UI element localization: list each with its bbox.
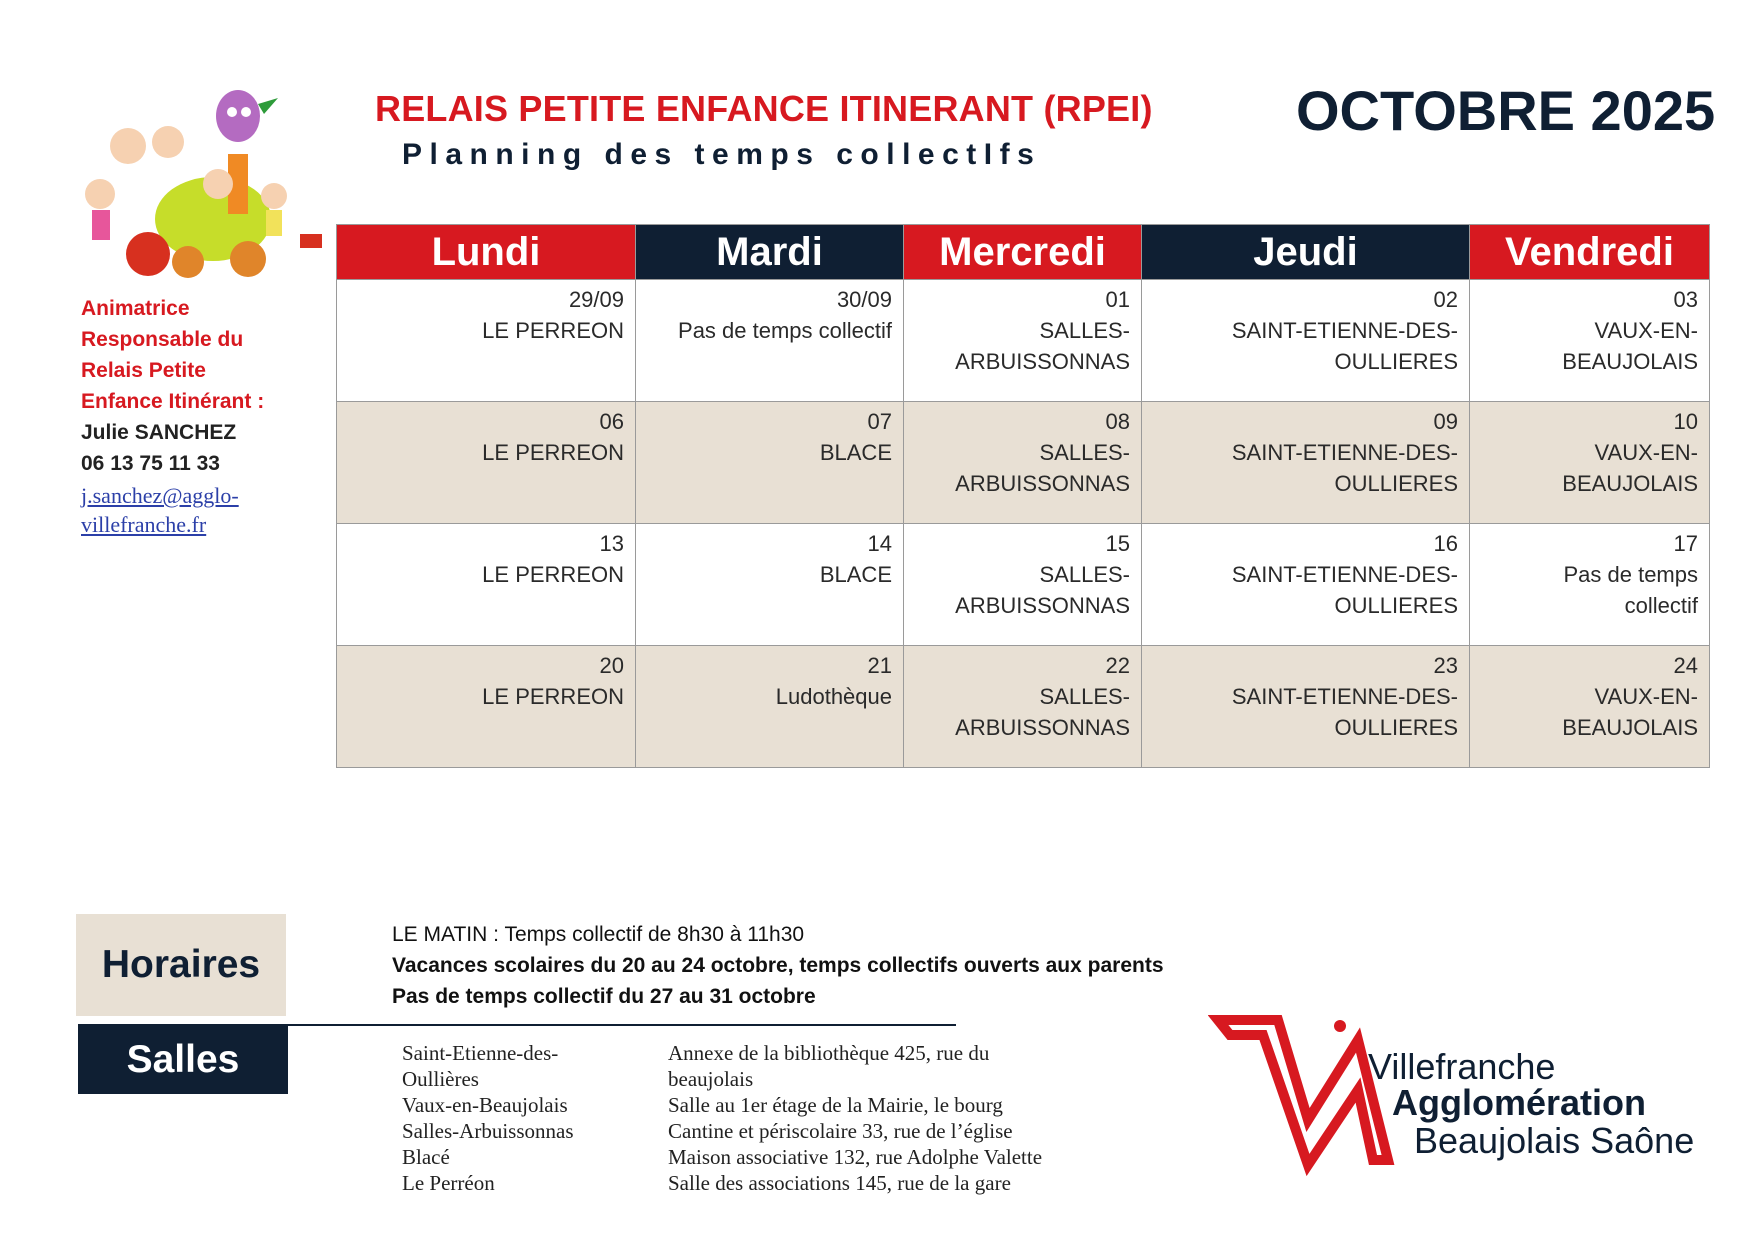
cell-place: LE PERREON <box>482 318 624 343</box>
calendar-day-cell <box>1470 280 1710 402</box>
contact-email-part[interactable]: j.sanchez@agglo- <box>81 483 239 508</box>
room-town: Vaux-en-Beaujolais <box>402 1093 568 1117</box>
cell-date: 17 <box>1673 531 1698 556</box>
room-town: Saint-Etienne-des- Oullières <box>402 1041 559 1091</box>
cell-date: 16 <box>1433 531 1458 556</box>
contact-email-part[interactable]: villefranche.fr <box>81 512 207 537</box>
cell-place: VAUX-EN- BEAUJOLAIS <box>1562 440 1698 496</box>
page-title: RELAIS PETITE ENFANCE ITINERANT (RPEI) <box>375 88 1153 129</box>
room-row <box>402 1170 1102 1196</box>
morning-text: Temps collectif de 8h30 à 11h30 <box>504 923 805 946</box>
room-address: Cantine et périscolaire 33, rue de l’église <box>668 1119 1013 1143</box>
room-address: Annexe de la bibliothèque 425, rue du beaujolais <box>668 1041 990 1091</box>
calendar-day-cell <box>1142 402 1470 524</box>
cell-place: SAINT-ETIENNE-DES- OULLIERES <box>1231 440 1458 496</box>
cell-date: 30/09 <box>836 287 892 312</box>
cell-date: 10 <box>1673 409 1698 434</box>
calendar-day-cell <box>636 524 904 646</box>
contact-name: Julie SANCHEZ <box>81 421 237 444</box>
cell-date: 14 <box>867 531 892 556</box>
cell-place: VAUX-EN- BEAUJOLAIS <box>1562 318 1698 374</box>
holiday-note: Vacances scolaires du 20 au 24 octobre, temps collectifs ouverts aux parents <box>392 954 1164 977</box>
villefranche-va-mark-icon <box>1208 1010 1408 1180</box>
calendar-week-row <box>337 646 1710 768</box>
calendar-day-cell <box>636 280 904 402</box>
cell-place: LE PERREON <box>482 684 624 709</box>
calendar-week-row <box>337 524 1710 646</box>
logo-text-line: Beaujolais Saône <box>1414 1120 1695 1161</box>
cell-date: 01 <box>1105 287 1130 312</box>
calendar-day-cell <box>337 646 636 768</box>
cell-date: 09 <box>1433 409 1458 434</box>
day-header-mardi: Mardi <box>636 225 904 280</box>
cell-place: BLACE <box>819 562 892 587</box>
cell-date: 08 <box>1105 409 1130 434</box>
calendar-table <box>336 224 1710 768</box>
cell-date: 29/09 <box>568 287 624 312</box>
cell-place: Pas de temps collectif <box>678 318 892 343</box>
contact-role-line: Responsable du <box>81 328 244 351</box>
calendar-day-cell <box>1470 402 1710 524</box>
calendar-header-row <box>337 225 1710 280</box>
contact-block <box>81 293 311 539</box>
day-header-vendredi: Vendredi <box>1470 225 1710 280</box>
cell-date: 23 <box>1433 653 1458 678</box>
cell-place: SAINT-ETIENNE-DES- OULLIERES <box>1231 318 1458 374</box>
room-town: Le Perréon <box>402 1171 495 1195</box>
calendar-day-cell <box>1142 646 1470 768</box>
horaires-label: Horaires <box>101 943 261 986</box>
room-address: Salle au 1er étage de la Mairie, le bourg <box>668 1093 1003 1117</box>
cell-date: 15 <box>1105 531 1130 556</box>
cell-place: BLACE <box>819 440 892 465</box>
cell-date: 24 <box>1673 653 1698 678</box>
cell-place: Ludothèque <box>775 684 892 709</box>
contact-role-line: Animatrice <box>81 297 190 320</box>
calendar-day-cell <box>337 524 636 646</box>
calendar-day-cell <box>904 524 1142 646</box>
cell-place: SAINT-ETIENNE-DES- OULLIERES <box>1231 684 1458 740</box>
contact-role-line: Enfance Itinérant : <box>81 390 265 413</box>
cell-place: LE PERREON <box>482 562 624 587</box>
cell-date: 02 <box>1433 287 1458 312</box>
day-header-mercredi: Mercredi <box>904 225 1142 280</box>
room-town: Blacé <box>402 1145 450 1169</box>
room-address: Salle des associations 145, rue de la gare <box>668 1171 1011 1195</box>
salles-label: Salles <box>78 1026 288 1094</box>
cell-date: 22 <box>1105 653 1130 678</box>
room-row <box>402 1040 1102 1092</box>
cell-date: 21 <box>867 653 892 678</box>
cell-place: SALLES- ARBUISSONNAS <box>955 684 1130 740</box>
kids-illustration-logo <box>78 84 328 284</box>
cell-place: LE PERREON <box>482 440 624 465</box>
calendar-day-cell <box>337 280 636 402</box>
day-header-lundi: Lundi <box>337 225 636 280</box>
calendar-week-row <box>337 280 1710 402</box>
closure-note: Pas de temps collectif du 27 au 31 octobre <box>392 985 816 1008</box>
morning-hours <box>392 919 1292 950</box>
room-address: Maison associative 132, rue Adolphe Valette <box>668 1145 1043 1169</box>
logo-text-line: Villefranche <box>1368 1046 1556 1087</box>
calendar-day-cell <box>904 402 1142 524</box>
cell-date: 13 <box>599 531 624 556</box>
day-header-jeudi: Jeudi <box>1142 225 1470 280</box>
calendar-day-cell <box>337 402 636 524</box>
cell-place: SALLES- ARBUISSONNAS <box>955 440 1130 496</box>
room-row <box>402 1118 1102 1144</box>
calendar-day-cell <box>1470 524 1710 646</box>
calendar-day-cell <box>636 646 904 768</box>
cell-place: Pas de temps collectif <box>1563 562 1698 618</box>
horaires-box <box>76 914 286 1016</box>
room-row <box>402 1092 1102 1118</box>
cell-date: 20 <box>599 653 624 678</box>
cell-place: SALLES- ARBUISSONNAS <box>955 318 1130 374</box>
contact-phone[interactable]: 06 13 75 11 33 <box>81 452 220 475</box>
calendar-day-cell <box>904 280 1142 402</box>
calendar-day-cell <box>1142 280 1470 402</box>
cell-place: VAUX-EN- BEAUJOLAIS <box>1562 684 1698 740</box>
morning-prefix: LE MATIN : <box>392 923 499 946</box>
calendar-week-row <box>337 402 1710 524</box>
cell-date: 07 <box>867 409 892 434</box>
cell-date: 03 <box>1673 287 1698 312</box>
calendar-day-cell <box>1470 646 1710 768</box>
schedule-info <box>392 919 1292 1012</box>
rooms-list <box>402 1040 1102 1196</box>
cell-place: SALLES- ARBUISSONNAS <box>955 562 1130 618</box>
contact-role-line: Relais Petite <box>81 359 206 382</box>
calendar-day-cell <box>636 402 904 524</box>
page-subtitle: Planning des temps collectIfs <box>402 138 1042 171</box>
calendar-day-cell <box>1142 524 1470 646</box>
room-town: Salles-Arbuissonnas <box>402 1119 574 1143</box>
contact-email-link[interactable] <box>81 481 311 539</box>
cell-place: SAINT-ETIENNE-DES- OULLIERES <box>1231 562 1458 618</box>
cell-date: 06 <box>599 409 624 434</box>
logo-text-line: Agglomération <box>1392 1082 1647 1123</box>
villefranche-logo <box>1208 1010 1728 1180</box>
room-row <box>402 1144 1102 1170</box>
calendar-day-cell <box>904 646 1142 768</box>
month-title: OCTOBRE 2025 <box>1296 79 1716 142</box>
